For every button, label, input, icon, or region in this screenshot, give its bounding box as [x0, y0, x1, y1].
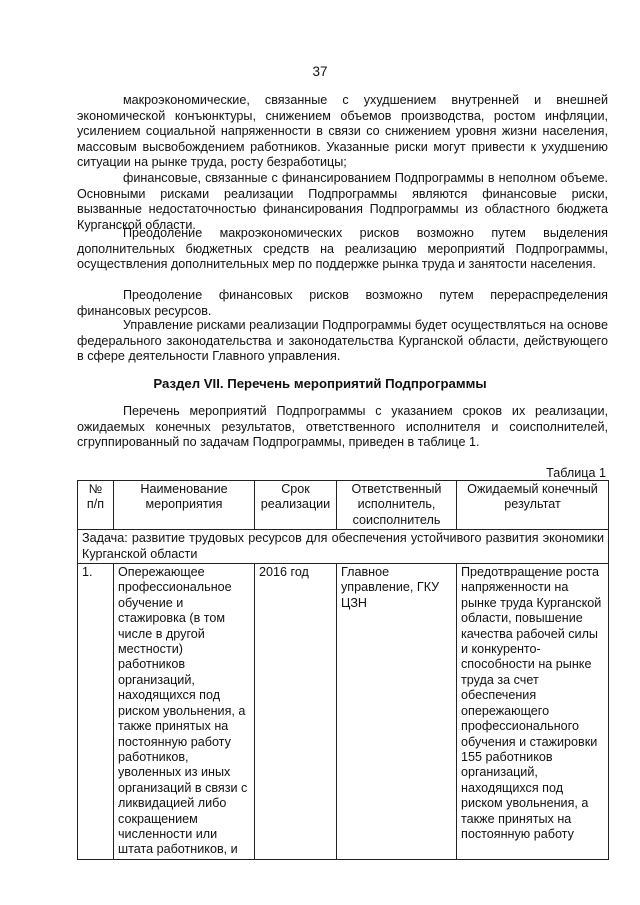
- measures-table: [77, 480, 609, 860]
- paragraph-macro-risks: макроэкономические, связанные с ухудшением внутренней и внешней экономической конъюнктуры, снижением объемов производства, ростом инфляции, усилением социальной напряженности в связи со снижением уровня жизни населения, массовым высвобождением работников. Указанные риски могут привести к ухудшению ситуации на рынке труда, росту безработицы;: [77, 93, 608, 170]
- paragraph-risk-management: Управление рисками реализации Подпрограммы будет осуществляться на основе федерального законодательства и законодательства Курганской области, действующего в сфере деятельности Главного управления.: [77, 318, 608, 364]
- task-cell: Задача: развитие трудовых ресурсов для обеспечения устойчивого развития экономики Курганской области: [78, 530, 609, 564]
- header-measure-name: Наименование мероприятия: [114, 481, 255, 530]
- paragraph-financial-risks: финансовые, связанные с финансированием Подпрограммы в неполном объеме. Основными рисками реализации Подпрограммы являются финансовые риски, вызванные недостаточностью финансирования Подпрограммы из областного бюджета Курганской области.: [77, 171, 608, 232]
- row-number: 1.: [78, 564, 114, 860]
- page-number: 37: [312, 64, 328, 79]
- header-result: Ожидаемый конечный результат: [457, 481, 609, 530]
- header-number: № п/п: [78, 481, 114, 530]
- header-executor: Ответственный исполнитель, соисполнитель: [337, 481, 457, 530]
- row-term: 2016 год: [255, 564, 337, 860]
- table-task-row: [78, 530, 609, 564]
- header-term: Срок реализации: [255, 481, 337, 530]
- table-row: [78, 564, 609, 860]
- section-heading: Раздел VII. Перечень мероприятий Подпрограммы: [153, 376, 487, 391]
- table-header-row: [78, 481, 609, 530]
- row-result: Предотвращение роста напряженности на рынке труда Курганской области, повышение качества рабочей силы и конкуренто-способности на рынке труда за счет обеспечения опережающего профессионального обучения и стажировки 155 работников организаций, находящихся под риском увольнения, а также принятых на постоянную работу: [457, 564, 609, 860]
- paragraph-overcome-macro: Преодоление макроэкономических рисков возможно путем выделения дополнительных бюджетных средств на реализацию мероприятий Подпрограммы, осуществления дополнительных мер по поддержке рынка труда и занятости населения.: [77, 226, 608, 272]
- table-caption: Таблица 1: [546, 466, 606, 480]
- paragraph-overcome-financial: Преодоление финансовых рисков возможно путем перераспределения финансовых ресурсов.: [77, 288, 608, 318]
- row-measure-name: Опережающее профессиональное обучение и стажировка (в том числе в другой местности) работников организаций, находящихся под риском увольнения, а также принятых на постоянную работу работников, уволенных из иных организаций в связи с ликвидацией либо сокращением численности или штата работников, и: [114, 564, 255, 860]
- row-executor: Главное управление, ГКУ ЦЗН: [337, 564, 457, 860]
- intro-paragraph: Перечень мероприятий Подпрограммы с указанием сроков их реализации, ожидаемых конечных результатов, ответственного исполнителя и соисполнителей, сгруппированный по задачам Подпрограммы, приведен в таблице 1.: [77, 404, 608, 450]
